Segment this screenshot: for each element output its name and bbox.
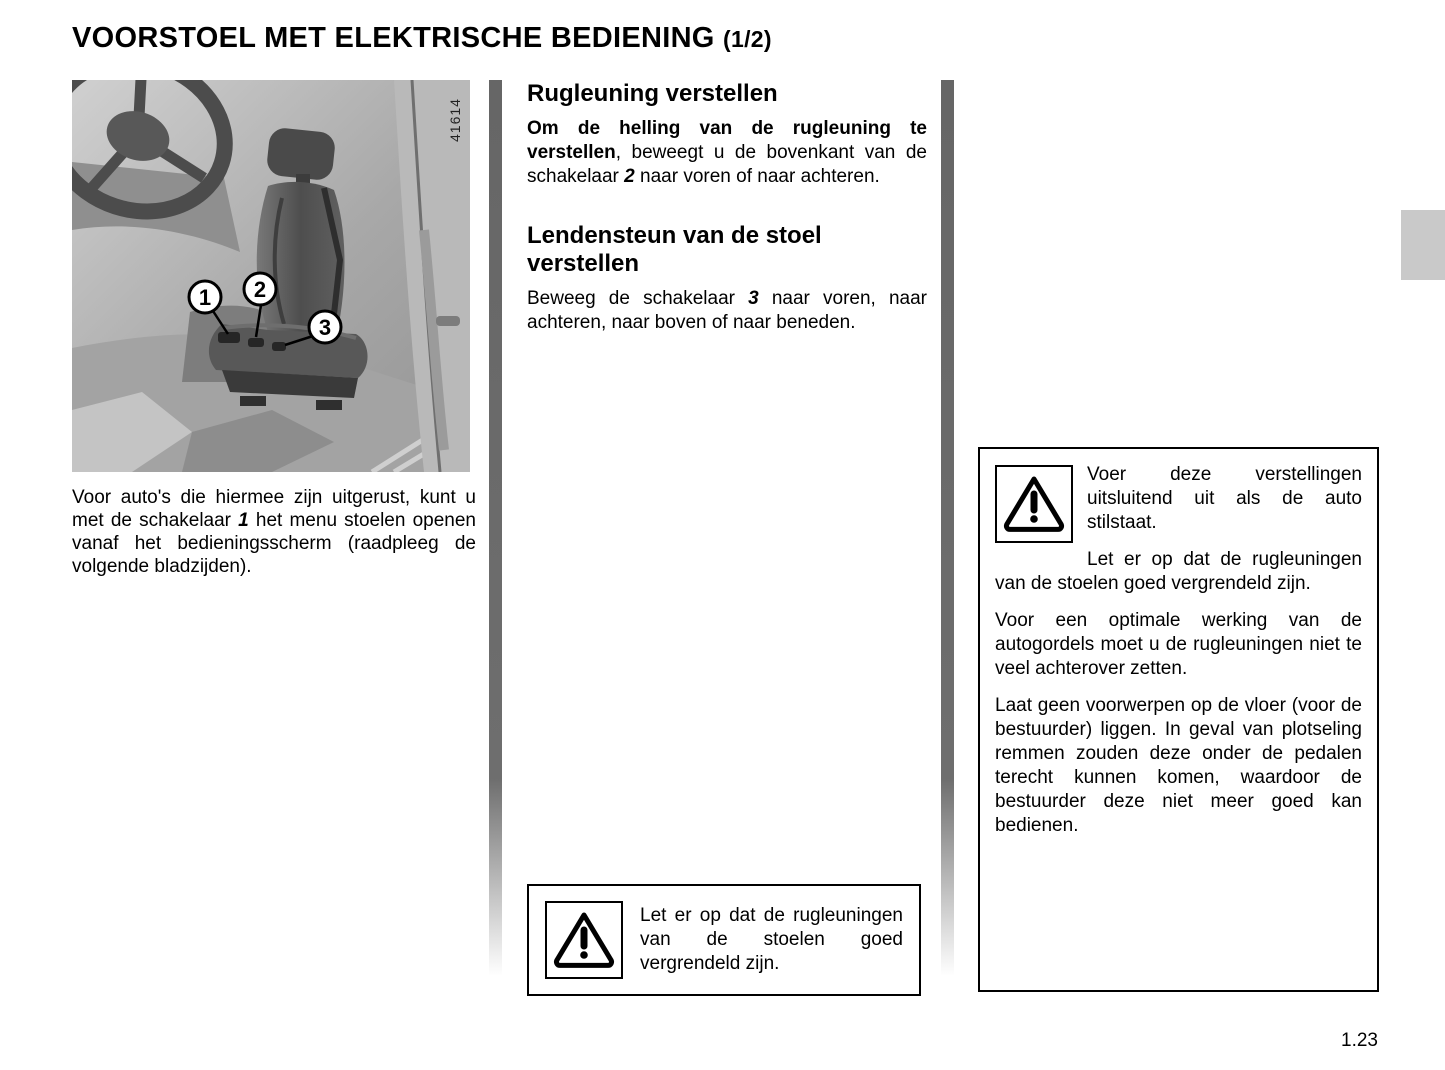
section-heading-lumbar: Lendensteun van de stoel verstellen — [527, 222, 822, 277]
backrest-text: , beweegt u de bovenkant van de schakelaar — [527, 142, 927, 187]
chapter-side-tab — [1401, 210, 1445, 280]
lumbar-text: Beweeg de schakelaar — [527, 288, 749, 309]
lumbar-text-cont: naar voren, naar achteren, naar boven of naar beneden. — [527, 288, 928, 333]
callout-2: 2 — [253, 277, 267, 302]
column-divider-right — [941, 80, 954, 976]
right-warning-paragraph-1: Voer deze verstellingen uitsluitend uit als de auto stilstaat. — [1087, 464, 1362, 533]
right-warning-paragraph-4: Laat geen voorwerpen op de vloer (voor de bestuurder) liggen. In geval van plotseling remmen zouden deze onder de pedalen terecht kunnen komen, waardoor de bestuurder deze niet meer goed kan bedienen. — [995, 695, 1362, 836]
section-heading-backrest: Rugleuning verstellen — [527, 80, 778, 107]
lumbar-callout-ref: 3 — [748, 288, 759, 309]
right-warning-box — [978, 447, 1379, 992]
backrest-callout-ref: 2 — [624, 166, 635, 187]
door-handle — [436, 316, 460, 326]
figure-caption — [72, 486, 476, 578]
caption-text-cont: het menu stoelen openen vanaf het bedieningsscherm (raadpleeg de volgende bladzijden). — [72, 510, 476, 577]
seat-illustration-svg — [72, 80, 470, 472]
middle-warning-text: Let er op dat de rugleuningen van de stoelen goed vergrendeld zijn. — [640, 905, 903, 974]
page-number: 1.23 — [1341, 1030, 1378, 1051]
callout-3: 3 — [318, 315, 332, 340]
right-warning-paragraph-2: Let er op dat de rugleuningen van de stoelen goed vergrendeld zijn. — [995, 549, 1362, 594]
warning-triangle-icon — [995, 465, 1073, 543]
figure-ref-code: 41614 — [447, 98, 463, 142]
page-title-text: VOORSTOEL MET ELEKTRISCHE BEDIENING — [72, 22, 715, 54]
lumbar-paragraph — [527, 287, 927, 335]
caption-text: Voor auto's die hiermee zijn uitgerust, kunt u met de schakelaar — [72, 487, 476, 531]
right-warning-paragraph-3: Voor een optimale werking van de autogordels moet u de rugleuningen niet te veel achterover zetten. — [995, 610, 1362, 679]
backrest-bold-text: Om de helling van de rugleuning te verstellen — [527, 118, 927, 163]
backrest-paragraph — [527, 117, 927, 189]
middle-column — [527, 80, 927, 335]
caption-callout-ref: 1 — [238, 510, 249, 531]
column-divider-left — [489, 80, 502, 976]
seat-illustration-figure — [72, 80, 470, 472]
page-title-suffix: (1/2) — [723, 26, 772, 52]
page-title — [72, 22, 772, 55]
middle-warning-box — [527, 884, 921, 996]
callout-1: 1 — [198, 285, 212, 310]
warning-triangle-icon — [545, 901, 623, 979]
backrest-text-cont: naar voren of naar achteren. — [634, 166, 880, 187]
